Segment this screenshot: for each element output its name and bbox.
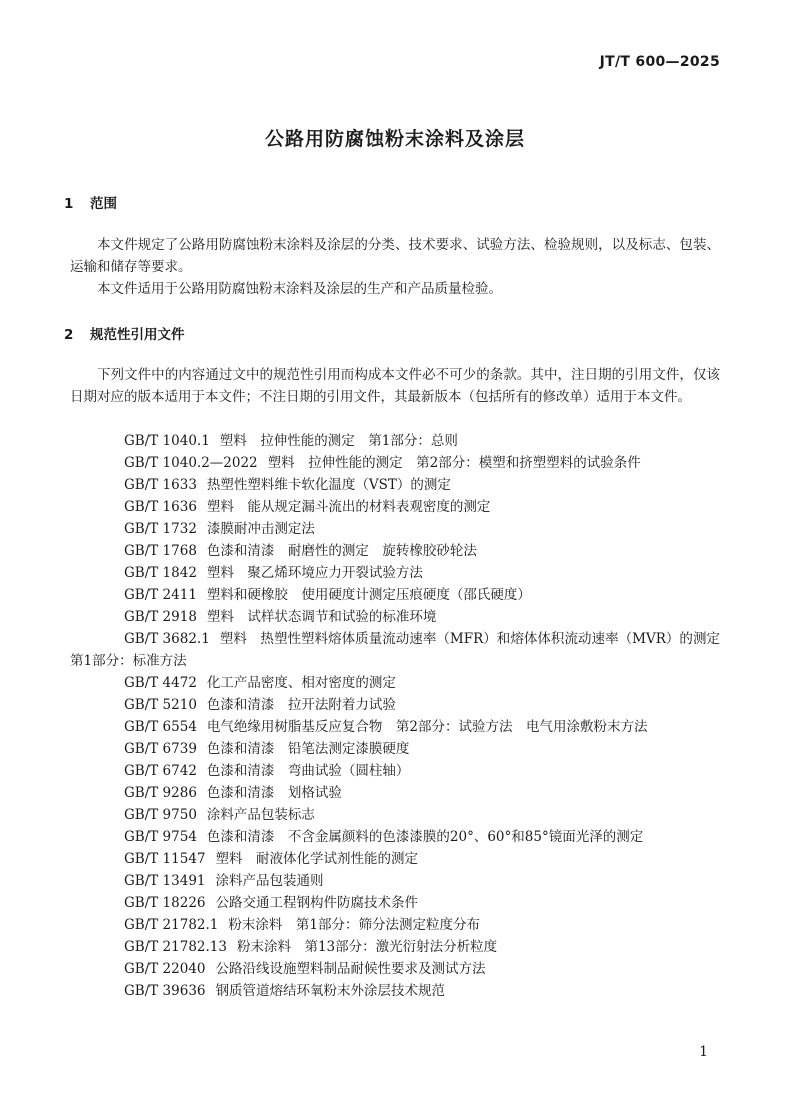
reference-title: 钢质管道熔结环氧粉末外涂层技术规范 (215, 983, 445, 999)
reference-title: 涂料产品包装标志 (206, 807, 315, 823)
scope-paragraph-2: 本文件适用于公路用防腐蚀粉末涂料及涂层的生产和产品质量检验。 (97, 281, 502, 297)
reference-code: GB/T 9750 (124, 807, 197, 823)
reference-item (70, 958, 720, 980)
reference-code: GB/T 1842 (124, 565, 197, 581)
reference-code: GB/T 11547 (124, 851, 206, 867)
reference-item (70, 672, 720, 694)
reference-title: 电气绝缘用树脂基反应复合物 第2部分：试验方法 电气用涂敷粉末方法 (206, 719, 648, 735)
reference-code: GB/T 2918 (124, 609, 197, 625)
references-intro-paragraph: 下列文件中的内容通过文中的规范性引用而构成本文件必不可少的条款。其中，注日期的引用文件，仅该日期对应的版本适用于本文件；不注日期的引用文件，其最新版本（包括所有的修改单）适用于本文件。 (70, 367, 720, 405)
reference-item (70, 782, 720, 804)
reference-code: GB/T 2411 (124, 587, 197, 603)
reference-code: GB/T 1040.1 (124, 433, 210, 449)
reference-code: GB/T 3682.1 (124, 631, 210, 647)
reference-code: GB/T 18226 (124, 895, 206, 911)
document-title: 公路用防腐蚀粉末涂料及涂层 (264, 128, 525, 150)
reference-item (70, 474, 720, 496)
reference-title: 色漆和清漆 划格试验 (206, 785, 342, 801)
section-number: 1 (64, 196, 74, 212)
reference-item (70, 716, 720, 738)
reference-title: 塑料 拉伸性能的测定 第2部分：模塑和挤塑塑料的试验条件 (267, 455, 641, 471)
reference-code: GB/T 5210 (124, 697, 197, 713)
reference-title: 粉末涂料 第1部分：筛分法测定粒度分布 (228, 917, 480, 933)
reference-item (70, 584, 720, 606)
reference-title: 漆膜耐冲击测定法 (206, 521, 315, 537)
reference-code: GB/T 1636 (124, 499, 197, 515)
reference-title: 塑料 能从规定漏斗流出的材料表观密度的测定 (206, 499, 491, 515)
reference-title: 热塑性塑料维卡软化温度（VST）的测定 (206, 477, 451, 493)
reference-title: 塑料 拉伸性能的测定 第1部分：总则 (219, 433, 458, 449)
section-heading-scope (64, 192, 117, 212)
reference-code: GB/T 6554 (124, 719, 197, 735)
reference-item (70, 738, 720, 760)
section-heading-normative-references (64, 323, 185, 343)
scope-paragraph-1: 本文件规定了公路用防腐蚀粉末涂料及涂层的分类、技术要求、试验方法、检验规则，以及标志、包装、运输和储存等要求。 (70, 237, 720, 275)
reference-item (70, 804, 720, 826)
reference-title: 塑料和硬橡胶 使用硬度计测定压痕硬度（邵氏硬度） (206, 587, 531, 603)
reference-code: GB/T 22040 (124, 961, 206, 977)
reference-title: 塑料 耐液体化学试剂性能的测定 (215, 851, 418, 867)
reference-item (70, 540, 720, 562)
reference-item (70, 628, 734, 672)
reference-code: GB/T 4472 (124, 675, 197, 691)
reference-title: 色漆和清漆 不含金属颜料的色漆漆膜的20°、60°和85°镜面光泽的测定 (206, 829, 644, 845)
reference-title: 公路交通工程钢构件防腐技术条件 (215, 895, 418, 911)
reference-item (70, 892, 720, 914)
reference-code: GB/T 21782.1 (124, 917, 219, 933)
reference-title: 化工产品密度、相对密度的测定 (206, 675, 396, 691)
reference-code: GB/T 9754 (124, 829, 197, 845)
reference-item (70, 848, 720, 870)
reference-code: GB/T 6739 (124, 741, 197, 757)
reference-code: GB/T 1633 (124, 477, 197, 493)
reference-title: 公路沿线设施塑料制品耐候性要求及测试方法 (215, 961, 486, 977)
reference-title: 塑料 聚乙烯环境应力开裂试验方法 (206, 565, 423, 581)
reference-item (70, 870, 720, 892)
reference-code: GB/T 9286 (124, 785, 197, 801)
reference-code: GB/T 21782.13 (124, 939, 227, 955)
section-number: 2 (64, 327, 74, 343)
reference-code: GB/T 13491 (124, 873, 206, 889)
reference-code: GB/T 1768 (124, 543, 197, 559)
reference-title: 色漆和清漆 耐磨性的测定 旋转橡胶砂轮法 (206, 543, 477, 559)
reference-item (70, 694, 720, 716)
reference-title: 色漆和清漆 弯曲试验（圆柱轴） (206, 763, 410, 779)
reference-code: GB/T 1732 (124, 521, 197, 537)
reference-title: 塑料 热塑性塑料熔体质量流动速率（MFR）和熔体体积流动速率（MVR）的测定 第1部分：标准方法 (70, 631, 734, 669)
section-title: 规范性引用文件 (90, 327, 185, 343)
reference-item (70, 518, 720, 540)
reference-item (70, 606, 720, 628)
page-number: 1 (699, 1044, 708, 1060)
reference-code: GB/T 6742 (124, 763, 197, 779)
reference-item (70, 452, 720, 474)
reference-item (70, 496, 720, 518)
reference-item (70, 980, 720, 1002)
reference-code: GB/T 1040.2—2022 (124, 455, 258, 471)
reference-title: 涂料产品包装通则 (215, 873, 324, 889)
reference-title: 粉末涂料 第13部分：激光衍射法分析粒度 (236, 939, 498, 955)
reference-item (70, 914, 720, 936)
section-title: 范围 (90, 196, 117, 212)
reference-title: 色漆和清漆 铅笔法测定漆膜硬度 (206, 741, 410, 757)
reference-title: 色漆和清漆 拉开法附着力试验 (206, 697, 396, 713)
reference-title: 塑料 试样状态调节和试验的标准环境 (206, 609, 437, 625)
reference-list (70, 430, 734, 1002)
reference-item (70, 562, 720, 584)
standard-number: JT/T 600—2025 (599, 54, 720, 70)
reference-item (70, 430, 720, 452)
reference-item (70, 760, 720, 782)
reference-item (70, 826, 720, 848)
reference-item (70, 936, 720, 958)
reference-code: GB/T 39636 (124, 983, 206, 999)
